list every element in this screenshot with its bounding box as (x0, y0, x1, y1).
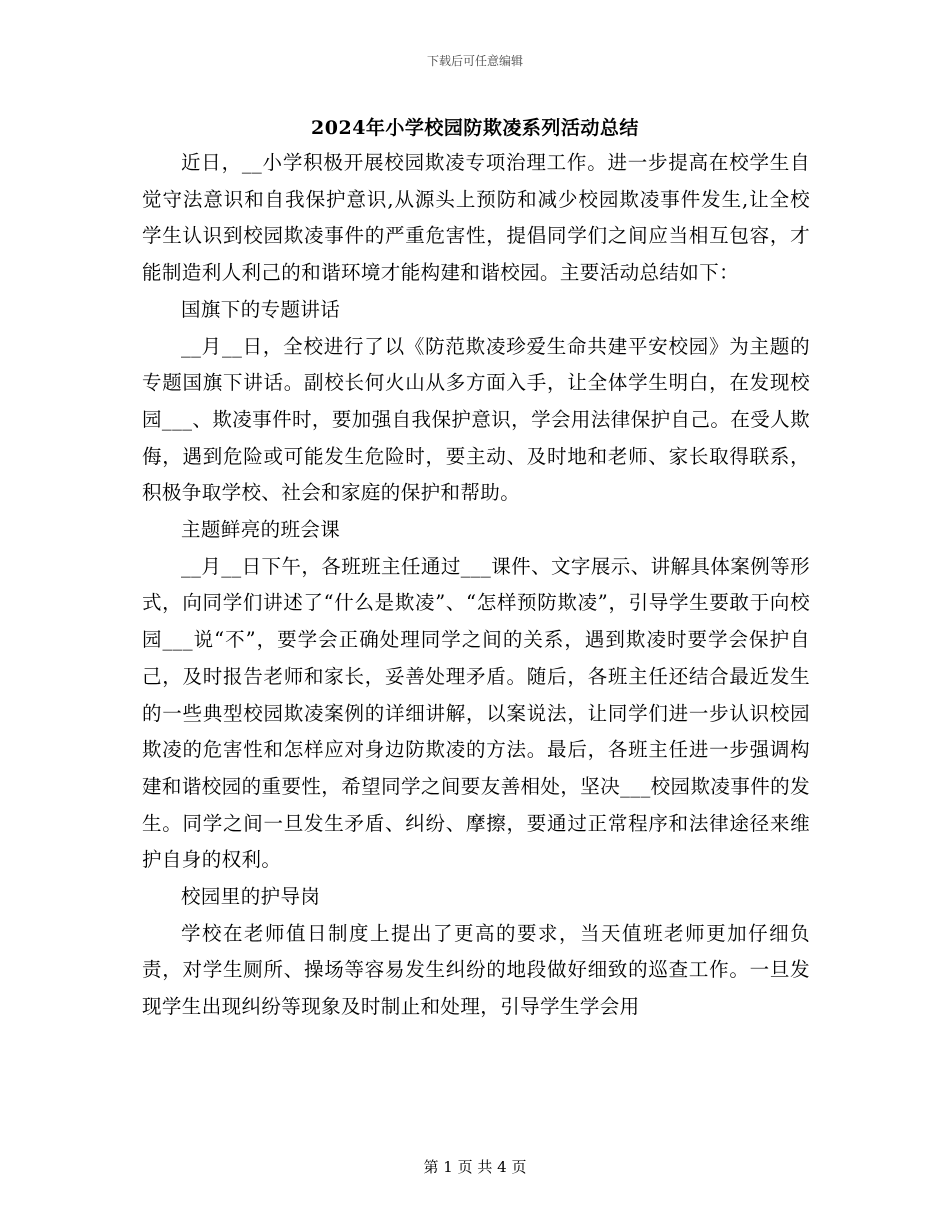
section-heading-class-meeting: 主题鲜亮的班会课 (181, 518, 341, 542)
class-meeting-paragraph: __月__日下午，各班班主任通过___课件、文字展示、讲解具体案例等形式，向同学们讲述了“什么是欺凌”、“怎样预防欺凌”，引导学生要敢于向校园___说“不”，要学会正确处理同学之间的关系，遇到欺凌时要学会保护自己，及时报告老师和家长，妥善处理矛盾。随后，各班主任还结合最近发生的一些典型校园欺凌案例的详细讲解，以案说法，让同学们进一步认识校园欺凌的危害性和怎样应对身边防欺凌的方法。最后，各班主任进一步强调构建和谐校园的重要性，希望同学之间要友善相处，坚决___校园欺凌事件的发生。同学之间一旦发生矛盾、纠纷、摩擦，要通过正常程序和法律途径来维护自身的权利。 (142, 554, 810, 872)
patrol-post-paragraph: 学校在老师值日制度上提出了更高的要求，当天值班老师更加仔细负责，对学生厕所、操场等容易发生纠纷的地段做好细致的巡查工作。一旦发现学生出现纠纷等现象及时制止和处理，引导学生学会用 (142, 921, 810, 1019)
intro-paragraph: 近日，__小学积极开展校园欺凌专项治理工作。进一步提高在校学生自觉守法意识和自我保护意识,从源头上预防和减少校园欺凌事件发生,让全校学生认识到校园欺凌事件的严重危害性，提倡同学们之间应当相互包容，才能制造利人利己的和谐环境才能构建和谐校园。主要活动总结如下： (142, 151, 810, 285)
flag-speech-paragraph: __月__日，全校进行了以《防范欺凌珍爱生命共建平安校园》为主题的专题国旗下讲话。副校长何火山从多方面入手，让全体学生明白，在发现校园___、欺凌事件时，要加强自我保护意识，学会用法律保护自己。在受人欺侮，遇到危险或可能发生危险时，要主动、及时地和老师、家长取得联系，积极争取学校、社会和家庭的保护和帮助。 (142, 334, 810, 505)
section-heading-flag-speech: 国旗下的专题讲话 (181, 297, 341, 321)
page-footer: 第 1 页 共 4 页 (423, 1158, 527, 1176)
document-body (142, 145, 810, 1026)
document-title: 2024年小学校园防欺凌系列活动总结 (311, 117, 639, 139)
header-note: 下载后可任意编辑 (426, 54, 523, 68)
section-heading-patrol-post: 校园里的护导岗 (181, 885, 321, 909)
